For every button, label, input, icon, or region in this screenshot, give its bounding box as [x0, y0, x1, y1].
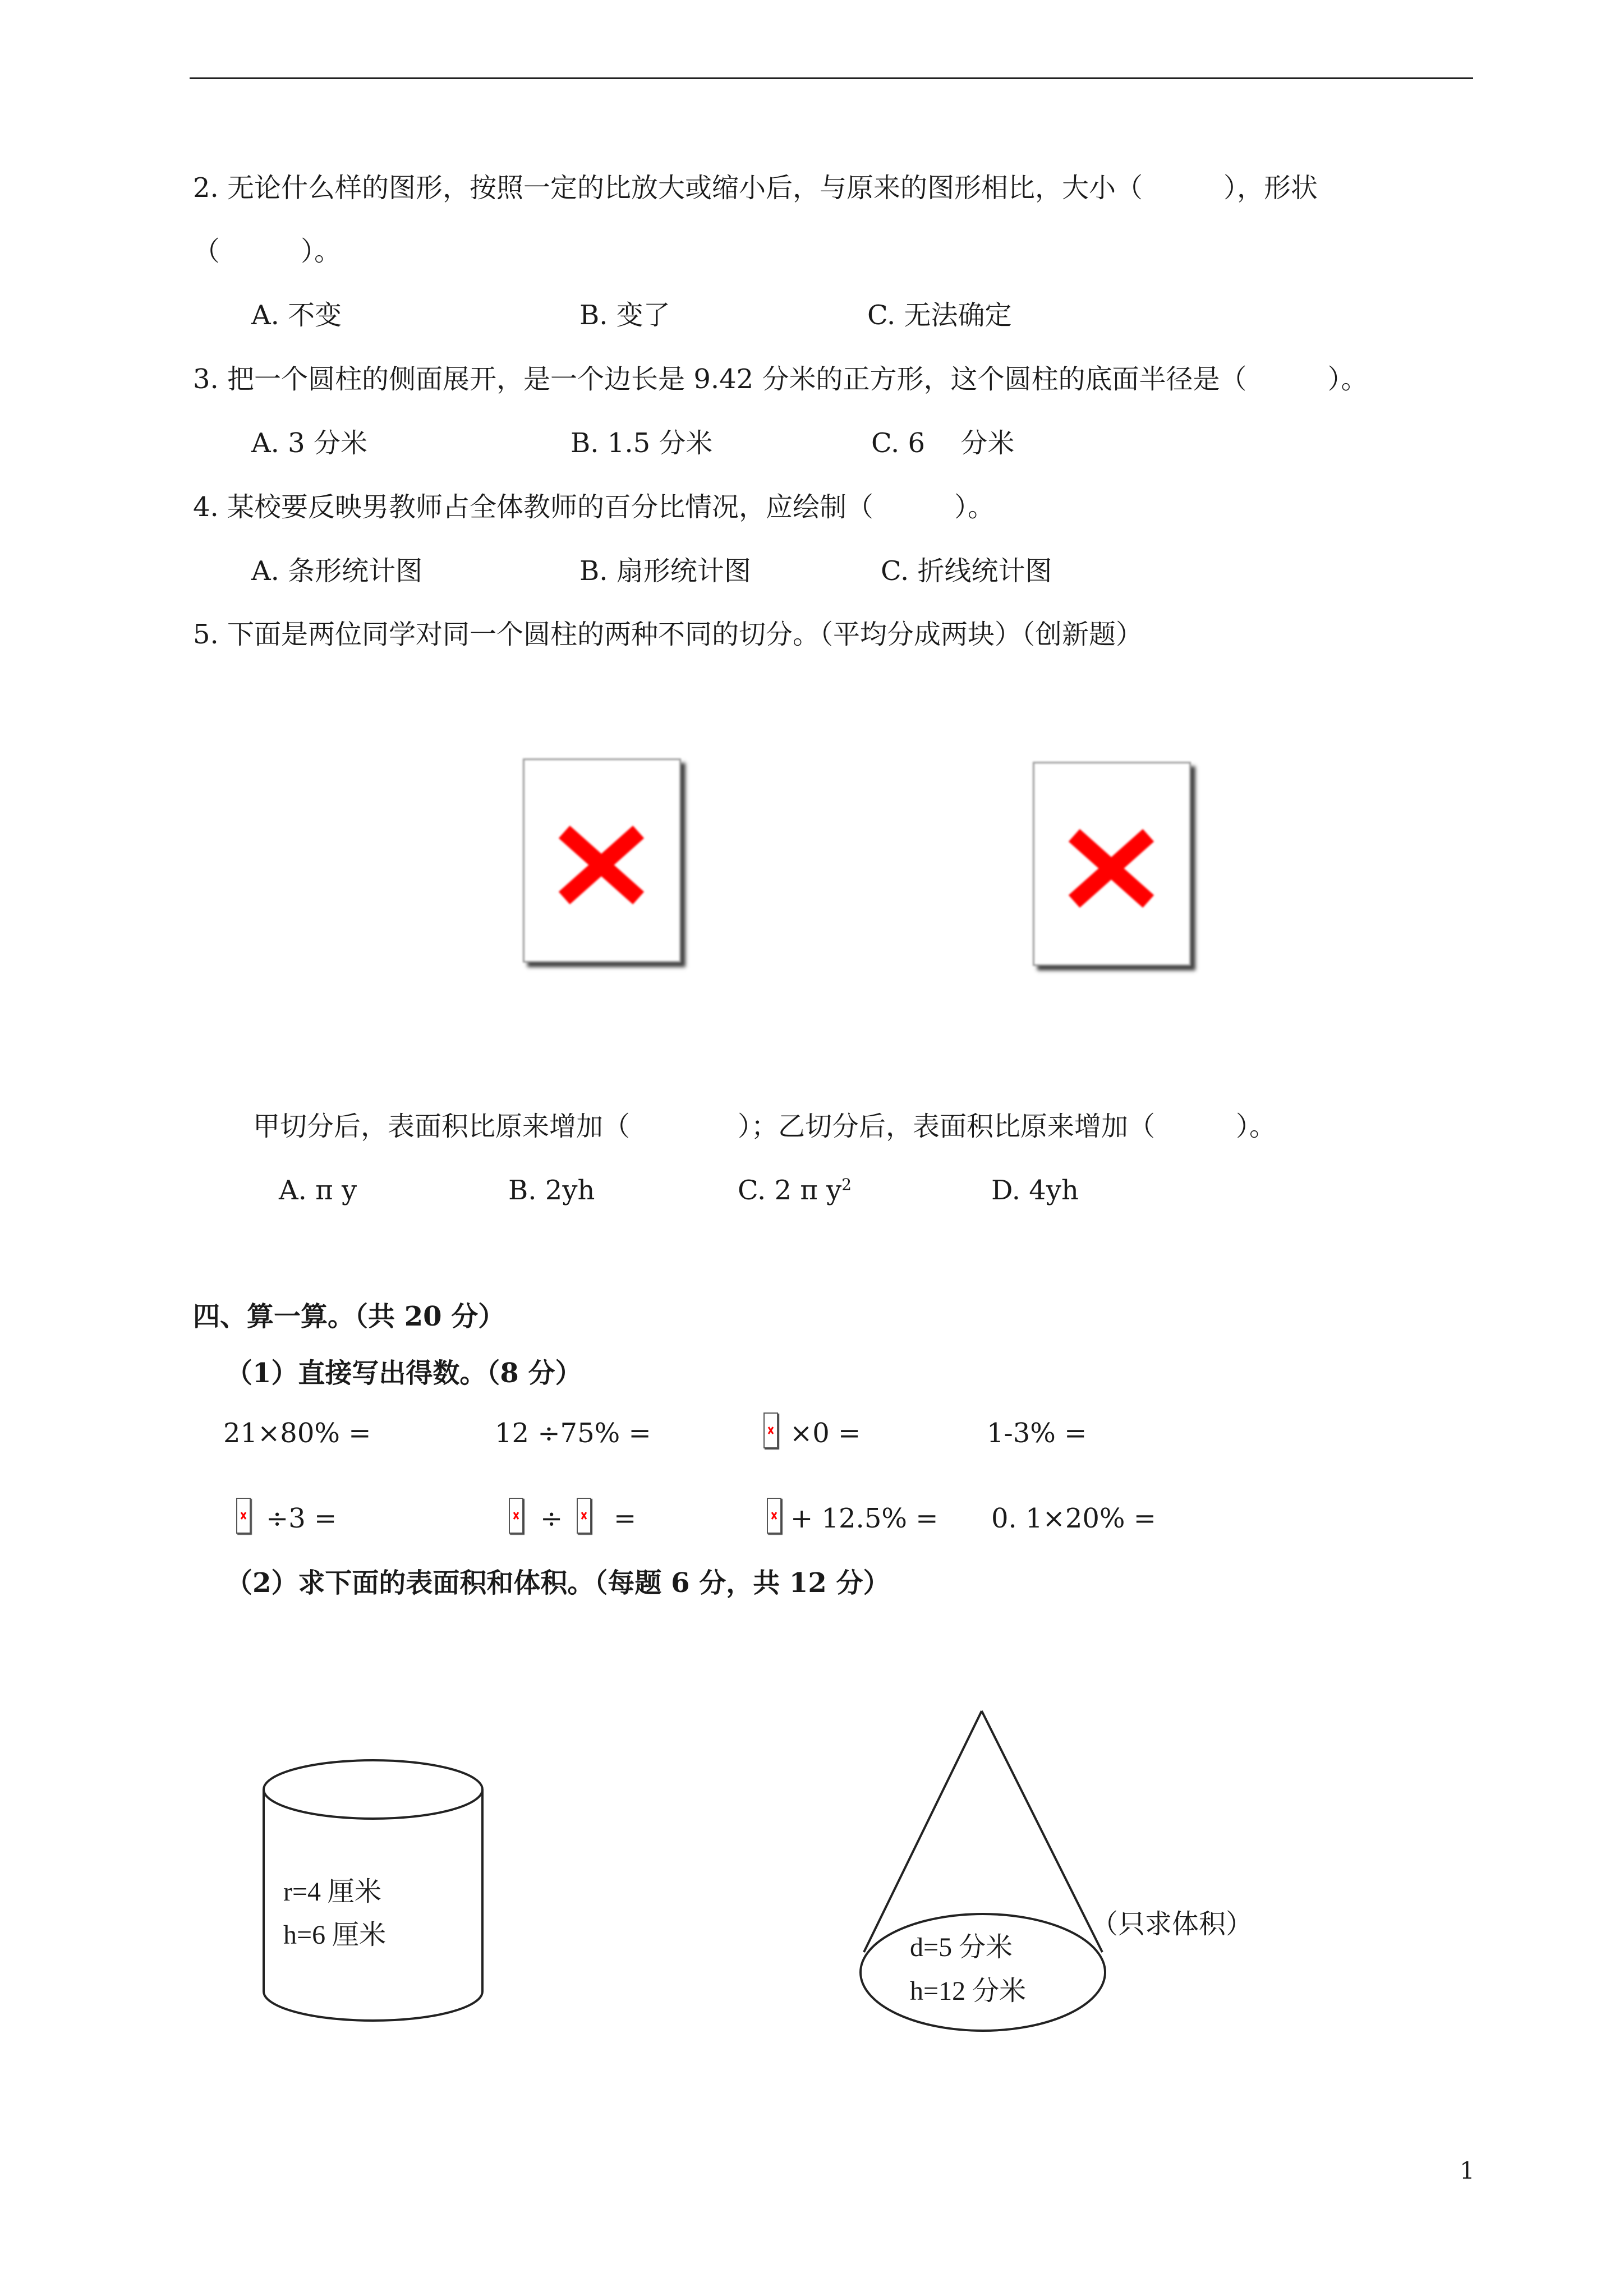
broken-image-icon — [767, 1498, 781, 1534]
cone-height-label: h=12 分米 — [910, 1976, 1027, 2006]
broken-image-icon — [1033, 762, 1191, 966]
question-4-text: 4. 某校要反映男教师占全体教师的百分比情况，应绘制（ ）。 — [193, 491, 995, 523]
broken-image-icon — [509, 1498, 523, 1534]
question-3-option-c: C. 6 分米 — [871, 427, 1015, 459]
question-2-line-2: （ ）。 — [193, 236, 342, 267]
calc-item: + 12.5% = — [790, 1503, 938, 1534]
cone-diameter-label: d=5 分米 — [910, 1932, 1013, 1962]
question-4-option-c: C. 折线统计图 — [881, 555, 1052, 587]
calc-item: ÷3 = — [266, 1503, 337, 1534]
question-2-option-a: A. 不变 — [251, 300, 342, 331]
question-5-option-a: A. π y — [279, 1175, 357, 1206]
calc-item: = — [614, 1503, 637, 1534]
cylinder-radius-label: r=4 厘米 — [283, 1877, 382, 1907]
question-3-option-b: B. 1.5 分米 — [571, 427, 713, 459]
question-3-option-a: A. 3 分米 — [251, 427, 367, 459]
question-4-option-b: B. 扇形统计图 — [579, 555, 751, 587]
broken-image-icon — [523, 758, 681, 963]
part-2-title: （2）求下面的表面积和体积。（每题 6 分，共 12 分） — [226, 1567, 890, 1599]
question-2-line-1: 2. 无论什么样的图形，按照一定的比放大或缩小后，与原来的图形相比，大小（ ），形状 — [193, 172, 1318, 204]
calc-item: ×0 = — [790, 1418, 861, 1449]
question-5-text: 5. 下面是两位同学对同一个圆柱的两种不同的切分。（平均分成两块）（创新题） — [193, 619, 1143, 650]
cone-note: （只求体积） — [1091, 1908, 1253, 1940]
broken-image-icon — [577, 1498, 591, 1534]
calc-item: 1-3% = — [987, 1418, 1087, 1449]
part-1-title: （1）直接写出得数。（8 分） — [226, 1358, 582, 1389]
calc-item: ÷ — [540, 1503, 563, 1534]
section-4-title: 四、算一算。（共 20 分） — [193, 1301, 505, 1332]
question-5-answer-line: 甲切分后，表面积比原来增加（ ）；乙切分后，表面积比原来增加（ ）。 — [253, 1111, 1277, 1142]
calc-item: 21×80% = — [223, 1418, 371, 1449]
question-4-option-a: A. 条形统计图 — [251, 555, 423, 587]
calc-item: 0. 1×20% = — [991, 1503, 1156, 1534]
question-5-option-d: D. 4yh — [991, 1175, 1079, 1206]
calc-item: 12 ÷75% = — [495, 1418, 651, 1449]
question-3-text: 3. 把一个圆柱的侧面展开，是一个边长是 9.42 分米的正方形，这个圆柱的底面半径是（ ）。 — [193, 364, 1368, 395]
question-2-option-c: C. 无法确定 — [867, 300, 1012, 331]
header-rule — [190, 77, 1473, 79]
cylinder-height-label: h=6 厘米 — [283, 1920, 387, 1950]
page-number: 1 — [1460, 2157, 1475, 2184]
broken-image-icon — [236, 1498, 251, 1534]
question-5-option-b: B. 2yh — [508, 1175, 595, 1206]
broken-image-icon — [763, 1412, 778, 1448]
question-2-option-b: B. 变了 — [579, 300, 670, 331]
question-5-option-c: C. 2 π $y^2$ — [738, 1175, 852, 1206]
